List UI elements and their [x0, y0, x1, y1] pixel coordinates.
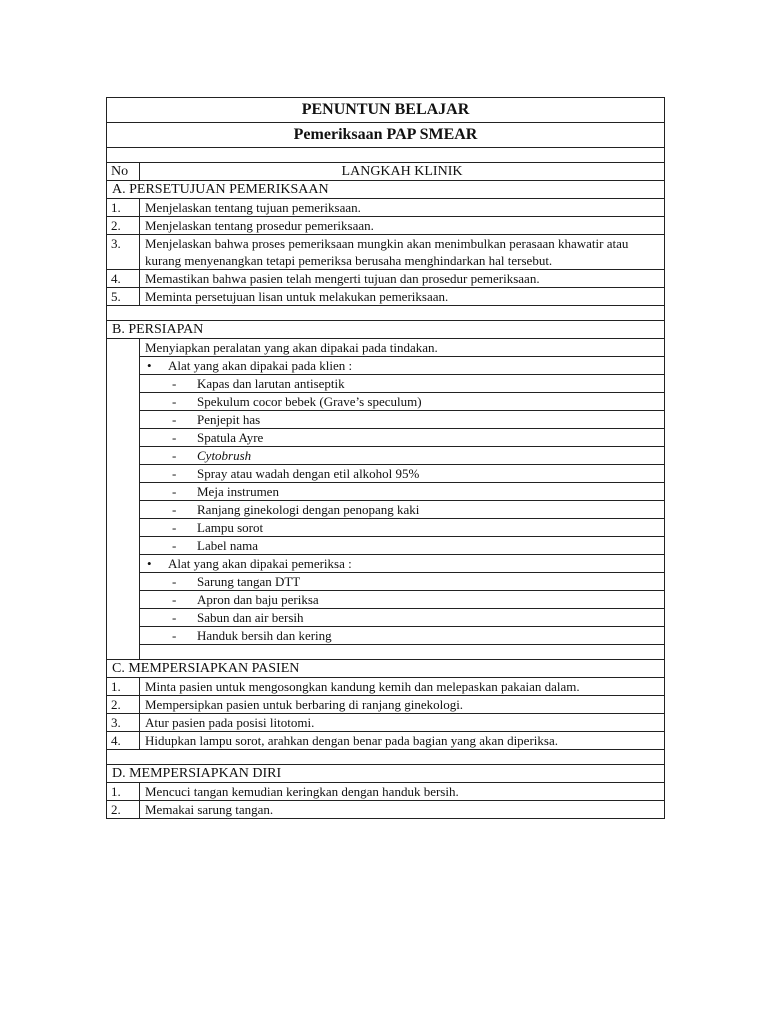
row-number: 3. [107, 235, 140, 270]
section-b-title: B. PERSIAPAN [107, 321, 665, 339]
list-item [140, 537, 665, 555]
row-text: Meminta persetujuan lisan untuk melakukan pemeriksaan. [140, 288, 665, 306]
item-text: Sarung tangan DTT [197, 574, 301, 589]
header-langkah: LANGKAH KLINIK [140, 163, 665, 181]
item-text: Cytobrush [197, 448, 252, 463]
row-text: Memastikan bahwa pasien telah mengerti tujuan dan prosedur pemeriksaan. [140, 270, 665, 288]
row-number: 4. [107, 270, 140, 288]
item-text: Apron dan baju periksa [197, 592, 319, 607]
row-text: Menjelaskan tentang prosedur pemeriksaan. [140, 217, 665, 235]
item-text: Kapas dan larutan antiseptik [197, 376, 345, 391]
table-header-row [107, 163, 665, 181]
table-row [107, 217, 665, 235]
list-item [140, 483, 665, 501]
list-item [140, 609, 665, 627]
bullet-icon: • [147, 556, 152, 571]
item-text: Handuk bersih dan kering [197, 628, 332, 643]
section-c-title: C. MEMPERSIAPKAN PASIEN [107, 660, 665, 678]
table-row [107, 270, 665, 288]
procedure-table [106, 97, 665, 819]
row-text: Menjelaskan tentang tujuan pemeriksaan. [140, 199, 665, 217]
dash-icon: - [172, 520, 177, 535]
list-item [140, 573, 665, 591]
item-text: Lampu sorot [197, 520, 264, 535]
dash-icon: - [172, 592, 177, 607]
document-title: PENUNTUN BELAJAR [107, 98, 665, 123]
document-page [106, 97, 664, 819]
group-label: Alat yang akan dipakai pemeriksa : [168, 556, 352, 571]
item-text: Spatula Ayre [197, 430, 264, 445]
list-item [140, 519, 665, 537]
list-item [140, 429, 665, 447]
list-item [140, 357, 665, 375]
dash-icon: - [172, 412, 177, 427]
dash-icon: - [172, 394, 177, 409]
dash-icon: - [172, 484, 177, 499]
dash-icon: - [172, 466, 177, 481]
dash-icon: - [172, 376, 177, 391]
table-row [107, 678, 665, 696]
blank-number-cell [107, 339, 140, 660]
row-text: Menjelaskan bahwa proses pemeriksaan mungkin akan menimbulkan perasaan khawatir atau kurang menyenangkan tetapi pemeriksa berusaha menghindarkan hal tersebut. [140, 235, 665, 270]
row-number: 2. [107, 801, 140, 819]
list-item [140, 501, 665, 519]
row-text: Hidupkan lampu sorot, arahkan dengan benar pada bagian yang akan diperiksa. [140, 732, 665, 750]
row-number: 1. [107, 783, 140, 801]
spacer-row [107, 148, 665, 163]
list-item [140, 411, 665, 429]
list-item [140, 375, 665, 393]
bullet-icon: • [147, 358, 152, 373]
item-text: Penjepit has [197, 412, 261, 427]
row-text: Mencuci tangan kemudian keringkan dengan handuk bersih. [140, 783, 665, 801]
row-text: Atur pasien pada posisi litotomi. [140, 714, 665, 732]
dash-icon: - [172, 628, 177, 643]
table-row [107, 783, 665, 801]
item-text: Sabun dan air bersih [197, 610, 304, 625]
item-text: Ranjang ginekologi dengan penopang kaki [197, 502, 420, 517]
dash-icon: - [172, 430, 177, 445]
row-number: 3. [107, 714, 140, 732]
row-text: Memakai sarung tangan. [140, 801, 665, 819]
table-row [107, 235, 665, 270]
list-item [140, 627, 665, 645]
dash-icon: - [172, 448, 177, 463]
row-number: 2. [107, 696, 140, 714]
dash-icon: - [172, 574, 177, 589]
item-text: Label nama [197, 538, 258, 553]
row-number: 4. [107, 732, 140, 750]
group-label: Alat yang akan dipakai pada klien : [168, 358, 353, 373]
row-number: 1. [107, 678, 140, 696]
row-number: 2. [107, 217, 140, 235]
spacer-row [140, 645, 665, 660]
dash-icon: - [172, 538, 177, 553]
list-item [140, 591, 665, 609]
item-text: Spray atau wadah dengan etil alkohol 95% [197, 466, 420, 481]
table-row [107, 199, 665, 217]
row-number: 1. [107, 199, 140, 217]
row-text: Minta pasien untuk mengosongkan kandung kemih dan melepaskan pakaian dalam. [140, 678, 665, 696]
item-text: Meja instrumen [197, 484, 279, 499]
row-text: Mempersipkan pasien untuk berbaring di ranjang ginekologi. [140, 696, 665, 714]
document-subtitle: Pemeriksaan PAP SMEAR [107, 123, 665, 148]
table-row [107, 288, 665, 306]
section-d-title: D. MEMPERSIAPKAN DIRI [107, 765, 665, 783]
table-row [107, 732, 665, 750]
dash-icon: - [172, 610, 177, 625]
spacer-row [107, 306, 665, 321]
dash-icon: - [172, 502, 177, 517]
list-item [140, 447, 665, 465]
list-item [140, 393, 665, 411]
list-item [140, 555, 665, 573]
spacer-row [107, 750, 665, 765]
item-text: Spekulum cocor bebek (Grave’s speculum) [197, 394, 422, 409]
row-number: 5. [107, 288, 140, 306]
persiapan-intro: Menyiapkan peralatan yang akan dipakai pada tindakan. [140, 339, 665, 357]
table-row [107, 696, 665, 714]
table-row [107, 714, 665, 732]
section-a-title: A. PERSETUJUAN PEMERIKSAAN [107, 181, 665, 199]
table-row [107, 801, 665, 819]
header-no: No [107, 163, 140, 181]
list-item [140, 465, 665, 483]
